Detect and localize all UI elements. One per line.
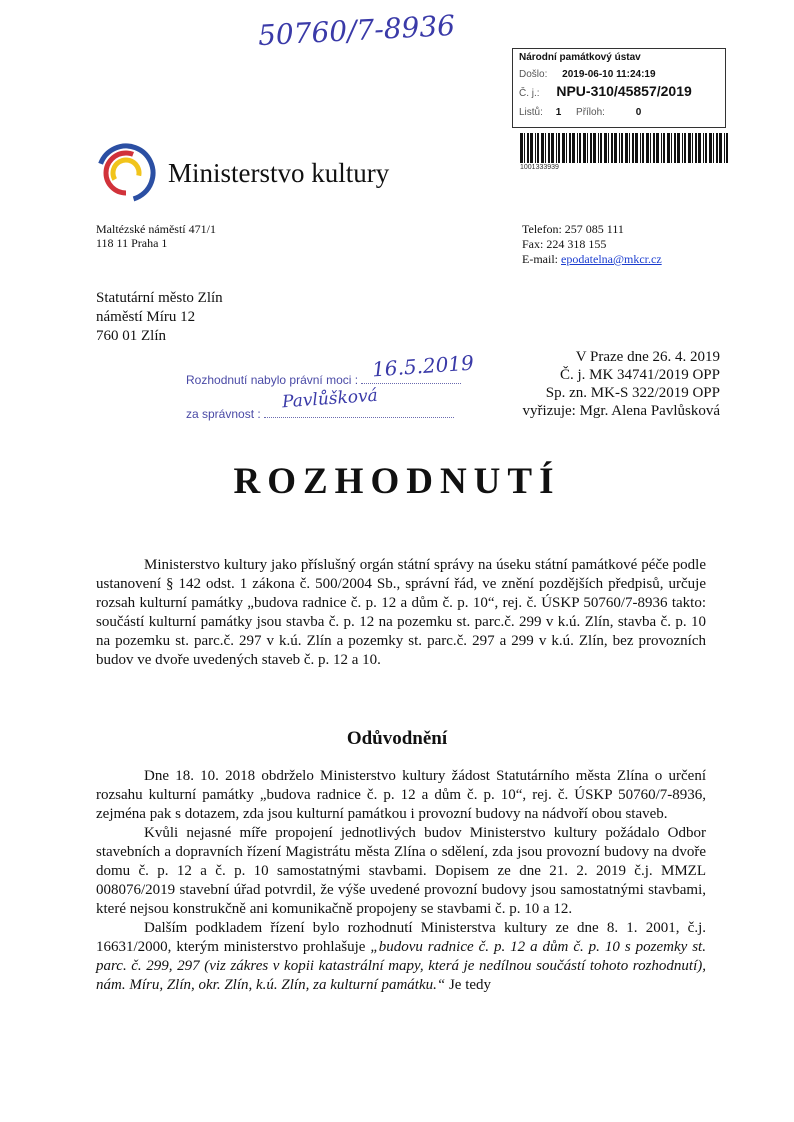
email-label: E-mail: — [522, 252, 561, 266]
reasoning-body — [96, 767, 706, 995]
stamp-ref-value: NPU-310/45857/2019 — [556, 83, 692, 99]
reasoning-paragraph-1: Dne 18. 10. 2018 obdrželo Ministerstvo kultury žádost Statutárního města Zlína o určení rozsahu kulturní památky „budova radnice č. p. 12 a dům č. p. 10“, rej. č. ÚSKP 50760/7-8936, zejména pak s dotazem, zda jsou kulturní památkou i provozní budovy na nádvoří obou staveb. — [96, 768, 706, 822]
barcode-number: 1001333939 — [520, 164, 559, 171]
stamp-attach-value: 0 — [635, 107, 642, 118]
barcode-icon — [520, 133, 728, 163]
reasoning-paragraph-2: Kvůli nejasné míře propojení jednotlivých budov Ministerstvo kultury požádalo Odbor stavebních a dopravních řízení Magistrátu města Zlína o sdělení, zda jsou provozní budovy na dvoře domu č. p. 12 a č. p. 10 samostatnými stavbami. Dopisem ze dne 21. 2. 2019 č.j. MMZL 008076/2019 stavební úřad potvrdil, že výše uvedené provozní budovy jsou samostatnými stavbami, které nejsou konstrukčně ani komunikačně propojeny se stavbami č. p. 10 a 12. — [96, 825, 706, 917]
recipient-line1: Statutární město Zlín — [96, 290, 223, 306]
ministry-address — [96, 222, 216, 250]
phone: Telefon: 257 085 111 — [522, 222, 624, 236]
stamp-received-label: Došlo: — [519, 69, 548, 80]
para3-quote: „budovu radnice č. p. 12 a dům č. p. 10 s pozemky st. parc. č. 299, 297 (viz zákres v kopii katastrální mapy, která je nedílnou součástí tohoto rozhodnutí), nám. Míru, Zlín, okr. Zlín, k.ú. Zlín, za kulturní památku.“ — [96, 939, 706, 993]
stamp-pages-value: 1 — [555, 107, 562, 118]
email-link[interactable]: epodatelna@mkcr.cz — [561, 252, 662, 266]
address-line1: Maltézské náměstí 471/1 — [96, 222, 216, 236]
handwritten-legal-date: 16.5.2019 — [371, 350, 475, 382]
place-date: V Praze dne 26. 4. 2019 — [575, 349, 720, 365]
ministry-logo-icon — [96, 143, 156, 203]
reasoning-heading: Odůvodnění — [346, 728, 448, 749]
recipient-line2: náměstí Míru 12 — [96, 309, 196, 325]
recipient-address — [96, 289, 223, 346]
para3-start: Dalším podkladem řízení bylo rozhodnutí Ministerstva kultury ze dne 8. 1. 2001, č.j. 16631/2000, kterým ministerstvo prohlašuje — [96, 920, 706, 955]
document-title: ROZHODNUTÍ — [233, 461, 561, 502]
handwritten-file-number: 50760/7-8936 — [257, 8, 456, 53]
stamp-received-row — [519, 69, 656, 80]
stamp-pages-row — [519, 107, 641, 118]
reference-number: Č. j. MK 34741/2019 OPP — [559, 367, 720, 383]
ministry-name: Ministerstvo kultury — [168, 158, 390, 188]
handwritten-signature: Pavlůšková — [281, 385, 379, 413]
file-number: Sp. zn. MK-S 322/2019 OPP — [545, 385, 720, 401]
address-line2: 118 11 Praha 1 — [96, 236, 168, 250]
document-references — [523, 348, 720, 420]
correctness-label: za správnost : — [186, 407, 261, 421]
fax: Fax: 224 318 155 — [522, 237, 607, 251]
decision-text: Ministerstvo kultury jako příslušný orgán státní správy na úseku státní památkové péče podle ustanovení § 142 odst. 1 zákona č. 500/2004 Sb., správní řád, ve znění pozdějších předpisů, určuje rozsah kulturní památky „budova radnice č. p. 12 a dům č. p. 10“, rej. č. ÚSKP 50760/7-8936 takto: součástí kulturní památky jsou stavba č. p. 12 na pozemku st. parc.č. 299 v k.ú. Zlín, stavba č. p. 10 na pozemku st. parc.č. 297 v k.ú. Zlín a pozemky st. parc.č. 297 a 299 v k.ú. Zlín, bez provozních budov ve dvoře uvedených staveb č. p. 12 a 10. — [96, 557, 706, 668]
legal-validity-label: Rozhodnutí nabylo právní moci : — [186, 373, 359, 387]
recipient-line3: 760 01 Zlín — [96, 328, 166, 344]
email-row — [522, 252, 662, 267]
stamp-ref-row — [519, 83, 692, 99]
stamp-attach-label: Příloh: — [576, 107, 605, 118]
reasoning-paragraph-3 — [96, 919, 706, 995]
registry-stamp — [512, 48, 726, 128]
stamp-pages-label: Listů: — [519, 107, 543, 118]
stamp-institution: Národní památkový ústav — [519, 52, 641, 63]
stamp-ref-label: Č. j.: — [519, 88, 540, 99]
para3-end: Je tedy — [445, 977, 492, 993]
stamp-received-value: 2019-06-10 11:24:19 — [562, 69, 656, 80]
ministry-contact — [522, 222, 662, 267]
handled-by: vyřizuje: Mgr. Alena Pavlůsková — [522, 403, 720, 419]
